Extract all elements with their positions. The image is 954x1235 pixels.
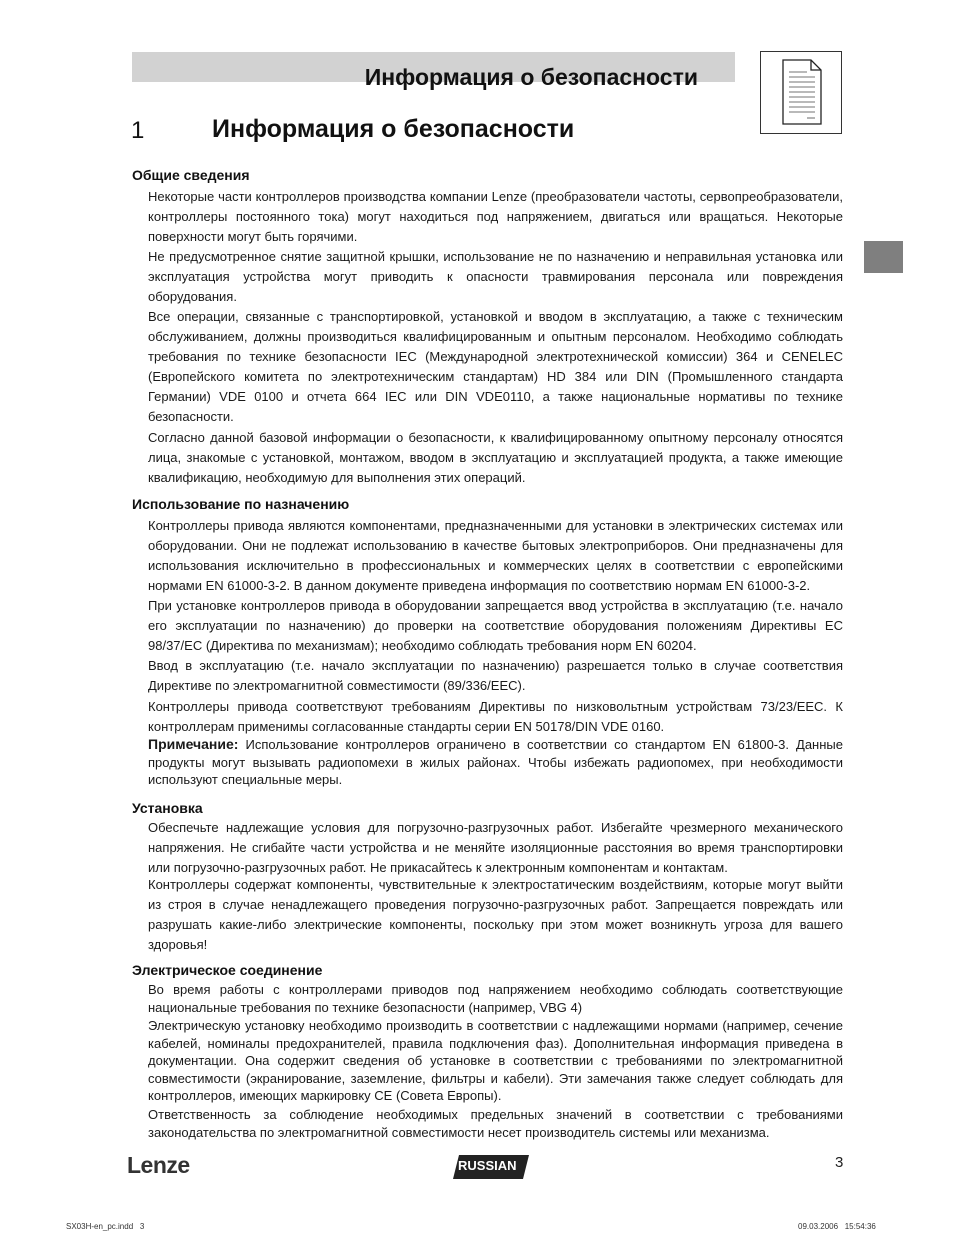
note-label: Примечание: — [148, 736, 239, 752]
paragraph: Некоторые части контроллеров производства компании Lenze (преобразователи частоты, сервопреобразователи, контроллеры постоянного тока) могут находиться под напряжением, двигаться или вращаться. Некоторые поверхности могут быть горячими. — [148, 189, 843, 244]
language-label: RUSSIAN — [458, 1158, 517, 1173]
print-date-slug: 09.03.2006 15:54:36 — [798, 1222, 876, 1231]
chapter-title: Информация о безопасности — [212, 115, 575, 143]
paragraph: Контроллеры содержат компоненты, чувствительные к электростатическим воздействиям, которые могут выйти из строя в случае ненадлежащего проведения погрузочно-разгрузочных работ. Запрещается повреждать или разрушать какие-либо электрические компоненты, поскольку при этом может возникнуть угроза для вашего здоровья! — [148, 877, 843, 952]
section-heading-general: Общие сведения — [132, 167, 250, 183]
paragraph: Не предусмотренное снятие защитной крышки, использование не по назначению и неправильная установка или эксплуатация устройства могут приводить к опасности травмирования персонала или повреждения оборудования. — [148, 249, 843, 304]
side-tab-marker — [864, 241, 903, 273]
section-heading-electrical: Электрическое соединение — [132, 962, 323, 978]
paragraph: Контроллеры привода являются компонентами, предназначенными для установки в электрических системах или оборудовании. Они не подлежат использованию в качестве бытовых электроприборов. Они предназначены для использования исключительно в профессиональных и коммерческих целях в соответствии с европейскими нормами EN 61000-3-2. В данном документе приведена информация по соответствию нормам EN 61000-3-2. — [148, 518, 843, 593]
paragraph: Электрическую установку необходимо производить в соответствии с надлежащими нормами (например, сечение кабелей, номиналы предохранителей, правила подключения фаз). Дополнительная информация приведена в документации. Она содержит сведения об установке в соответствии с требованиями по электромагнитной совместимости (экранирование, заземление, фильтры и кабели). Эти замечания также следует соблюдать для контроллеров, имеющих маркировку CE (Совета Европы). — [148, 1018, 843, 1103]
note-text: Использование контроллеров ограничено в соответствии со стандартом EN 61800-3. Данные продукты могут вызывать радиопомехи в жилых районах. Чтобы избежать радиопомех, при необходимости используют специальные меры. — [148, 737, 843, 787]
chapter-number: 1 — [131, 117, 145, 144]
paragraph: Ответственность за соблюдение необходимых предельных значений в соответствии с требованиями законодательства по электромагнитной совместимости несет производитель системы или механизма. — [148, 1107, 843, 1140]
paragraph: Все операции, связанные с транспортировкой, установкой и вводом в эксплуатацию, а также с техническим обслуживанием, должны производиться квалифицированным и опытным персоналом. Необходимо соблюдать требования по технике безопасности IEC (Международной электротехнической комиссии) 364 и CENELEC (Европейского комитета по электротехническим стандартам) HD 384 или DIN (Промышленного стандарта Германии) VDE 0100 и отчета 664 IEC или DIN VDE0110, а также национальные нормативы по технике безопасности. — [148, 309, 843, 424]
document-icon-box — [760, 51, 842, 134]
note-paragraph — [148, 736, 843, 789]
paragraph: Согласно данной базовой информации о безопасности, к квалифицированному опытному персоналу относятся лица, знакомые с установкой, монтажом, вводом в эксплуатацию и эксплуатацией продукта, а также имеющие квалификацию, необходимую для выполнения этих операций. — [148, 430, 843, 485]
paragraph: Ввод в эксплуатацию (т.е. начало эксплуатации по назначению) разрешается только в случае соответствия Директиве по электромагнитной совместимости (89/336/EEC). — [148, 658, 843, 693]
paragraph: Обеспечьте надлежащие условия для погрузочно-разгрузочных работ. Избегайте чрезмерного механического напряжения. Не сгибайте части устройства и не меняйте изоляционные расстояния во время транспортировки или погрузочно-разгрузочных работ. Не прикасайтесь к электронным компонентам и контактам. — [148, 820, 843, 875]
paragraph: Во время работы с контроллерами приводов под напряжением необходимо соблюдать соответствующие национальные требования по технике безопасности (например, VBG 4) — [148, 982, 843, 1015]
paragraph: При установке контроллеров привода в оборудовании запрещается ввод устройства в эксплуатацию (т.е. начало его эксплуатации по назначению) до проверки на соответствие оборудования положениям Директивы EC 98/37/EC (Директива по механизмам); необходимо соблюдать требования норм EN 60204. — [148, 598, 843, 653]
section-heading-intended-use: Использование по назначению — [132, 496, 350, 512]
header-title: Информация о безопасности — [364, 64, 698, 90]
section-heading-installation: Установка — [132, 800, 203, 816]
lenze-logo: Lenze — [127, 1152, 190, 1178]
print-file-slug: SX03H-en_pc.indd 3 — [66, 1222, 145, 1231]
page-number: 3 — [835, 1154, 844, 1171]
paragraph: Контроллеры привода соответствуют требованиям Директивы по низковольтным устройствам 73/23/EEC. К контроллерам применимы согласованные стандарты серии EN 50178/DIN VDE 0160. — [148, 699, 843, 734]
document-icon — [761, 52, 841, 132]
